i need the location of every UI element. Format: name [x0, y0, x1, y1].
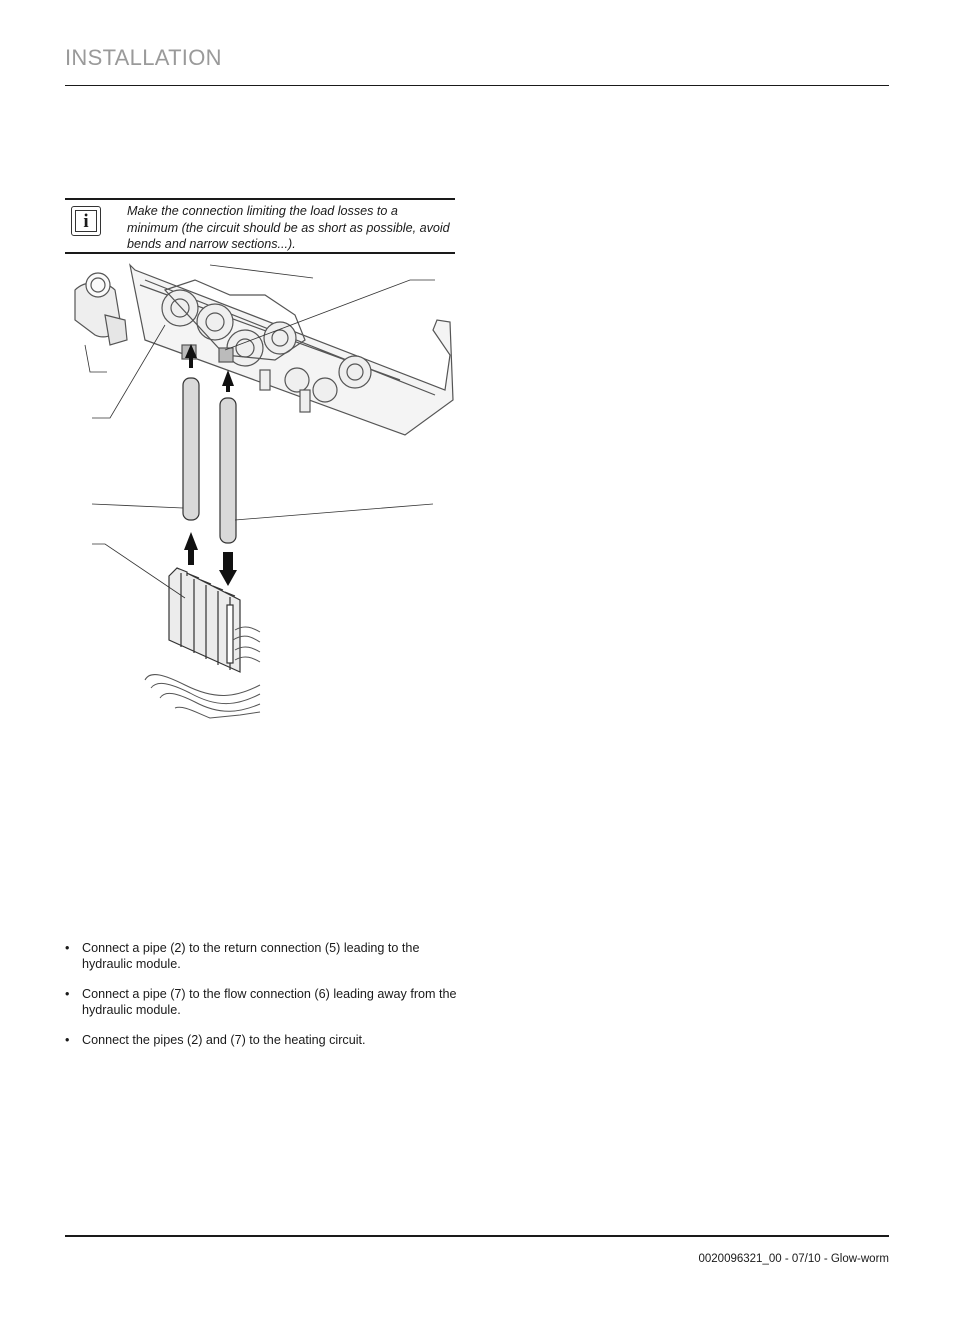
list-item: [65, 940, 460, 972]
info-icon: [71, 206, 101, 236]
document-reference: 0020096321_00 - 07/10 - Glow-worm: [698, 1253, 889, 1265]
info-note-text: Make the connection limiting the load losses to a minimum (the circuit should be as short as possible, avoid bends and narrow sections...).: [127, 204, 450, 251]
list-item: [65, 986, 460, 1018]
list-item: [65, 1032, 460, 1048]
instruction-text: Connect the pipes (2) and (7) to the heating circuit.: [82, 1033, 366, 1047]
instruction-text: Connect a pipe (2) to the return connection (5) leading to the hydraulic module.: [82, 941, 420, 971]
bullet-marker: •: [65, 987, 70, 1001]
instruction-text: Connect a pipe (7) to the flow connection (6) leading away from the hydraulic module.: [82, 987, 457, 1017]
instruction-list: [65, 940, 460, 1062]
info-icon-glyph: i: [75, 210, 97, 232]
header-divider: [65, 85, 889, 86]
section-title: INSTALLATION: [65, 45, 222, 70]
hydraulic-connection-diagram: [65, 260, 465, 720]
info-note: [65, 198, 455, 254]
bullet-marker: •: [65, 941, 70, 955]
bullet-marker: •: [65, 1033, 70, 1047]
footer-divider: [65, 1235, 889, 1237]
